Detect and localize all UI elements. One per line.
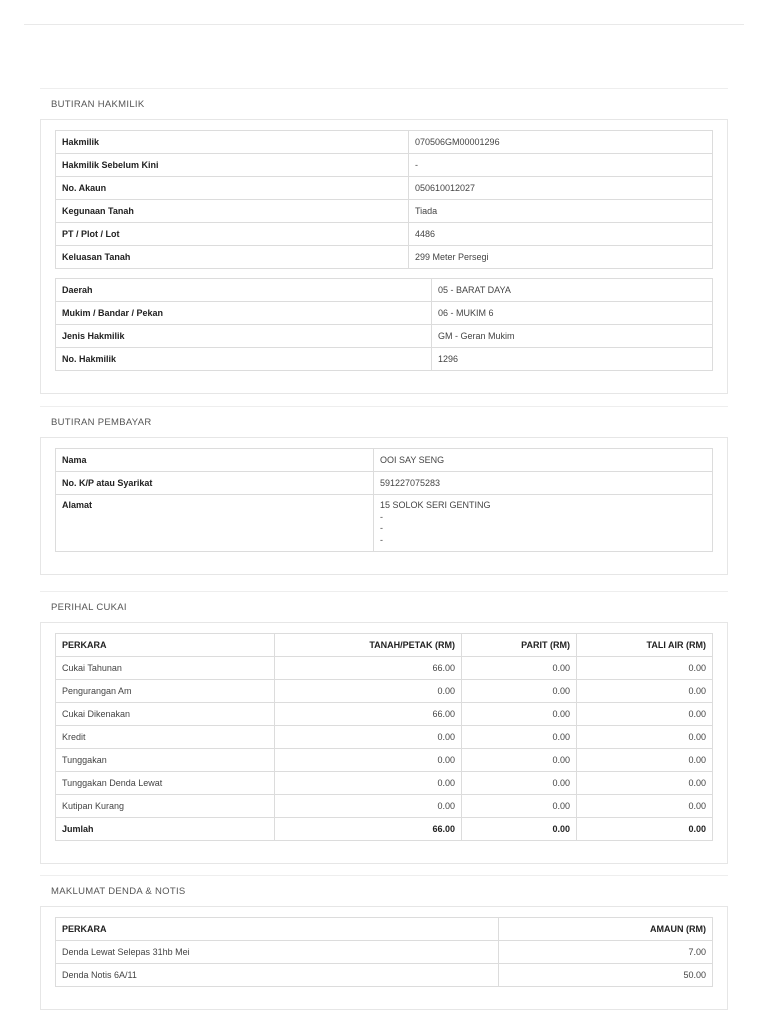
cell-perkara: Kutipan Kurang: [56, 795, 275, 818]
total-parit: 0.00: [462, 818, 577, 841]
table-row: [56, 177, 713, 200]
row-label: Mukim / Bandar / Pekan: [56, 302, 432, 325]
table-row: [56, 200, 713, 223]
col-header-perkara: PERKARA: [56, 634, 275, 657]
total-tali-air: 0.00: [577, 818, 713, 841]
row-label: Alamat: [56, 495, 374, 552]
row-label: Keluasan Tanah: [56, 246, 409, 269]
table-header-row: [56, 918, 713, 941]
cell-parit: 0.00: [462, 680, 577, 703]
cell-perkara: Tunggakan Denda Lewat: [56, 772, 275, 795]
cell-perkara: Pengurangan Am: [56, 680, 275, 703]
section-body: [40, 119, 728, 394]
table-row: [56, 154, 713, 177]
row-value: 050610012027: [409, 177, 713, 200]
cell-parit: 0.00: [462, 795, 577, 818]
table-row: [56, 449, 713, 472]
table-row: [56, 246, 713, 269]
row-value: OOI SAY SENG: [374, 449, 713, 472]
row-label: Hakmilik: [56, 131, 409, 154]
row-label: Hakmilik Sebelum Kini: [56, 154, 409, 177]
table-row: [56, 795, 713, 818]
section-maklumat-denda: [40, 875, 728, 1010]
total-label: Jumlah: [56, 818, 275, 841]
row-value: 05 - BARAT DAYA: [432, 279, 713, 302]
cell-tali-air: 0.00: [577, 772, 713, 795]
cell-parit: 0.00: [462, 772, 577, 795]
cell-tali-air: 0.00: [577, 703, 713, 726]
total-row: [56, 818, 713, 841]
table-header-row: [56, 634, 713, 657]
total-tanah: 66.00: [275, 818, 462, 841]
cell-tali-air: 0.00: [577, 680, 713, 703]
cell-tanah: 66.00: [275, 703, 462, 726]
section-butiran-pembayar: [40, 406, 728, 575]
table-row: [56, 131, 713, 154]
table-row: [56, 325, 713, 348]
cell-tanah: 66.00: [275, 657, 462, 680]
row-label: Kegunaan Tanah: [56, 200, 409, 223]
section-title: BUTIRAN PEMBAYAR: [40, 406, 728, 437]
cell-perkara: Denda Lewat Selepas 31hb Mei: [56, 941, 499, 964]
table-row: [56, 472, 713, 495]
cell-perkara: Cukai Tahunan: [56, 657, 275, 680]
cell-tali-air: 0.00: [577, 795, 713, 818]
cell-perkara: Tunggakan: [56, 749, 275, 772]
cell-amaun: 50.00: [499, 964, 713, 987]
cell-perkara: Denda Notis 6A/11: [56, 964, 499, 987]
row-value: 06 - MUKIM 6: [432, 302, 713, 325]
table-row: [56, 279, 713, 302]
cell-tanah: 0.00: [275, 795, 462, 818]
cell-amaun: 7.00: [499, 941, 713, 964]
table-row: [56, 772, 713, 795]
section-title: PERIHAL CUKAI: [40, 591, 728, 622]
cell-parit: 0.00: [462, 657, 577, 680]
cell-perkara: Cukai Dikenakan: [56, 703, 275, 726]
table-row: [56, 495, 713, 552]
row-value: 299 Meter Persegi: [409, 246, 713, 269]
table-row: [56, 964, 713, 987]
row-label: No. Akaun: [56, 177, 409, 200]
table-row: [56, 223, 713, 246]
cell-tanah: 0.00: [275, 680, 462, 703]
cell-perkara: Kredit: [56, 726, 275, 749]
section-body: [40, 437, 728, 575]
col-header-tanah: TANAH/PETAK (RM): [275, 634, 462, 657]
row-label: Jenis Hakmilik: [56, 325, 432, 348]
cell-parit: 0.00: [462, 726, 577, 749]
row-label: No. K/P atau Syarikat: [56, 472, 374, 495]
col-header-perkara: PERKARA: [56, 918, 499, 941]
row-label: Nama: [56, 449, 374, 472]
section-perihal-cukai: [40, 591, 728, 864]
table-row: [56, 703, 713, 726]
row-value: 1296: [432, 348, 713, 371]
col-header-tali-air: TALI AIR (RM): [577, 634, 713, 657]
hakmilik-table: [55, 130, 713, 269]
row-value: 4486: [409, 223, 713, 246]
table-row: [56, 302, 713, 325]
address-value: [374, 495, 713, 552]
cell-parit: 0.00: [462, 749, 577, 772]
col-header-parit: PARIT (RM): [462, 634, 577, 657]
pembayar-table: [55, 448, 713, 552]
address-line: -: [380, 534, 383, 545]
section-title: BUTIRAN HAKMILIK: [40, 88, 728, 119]
cell-parit: 0.00: [462, 703, 577, 726]
cell-tali-air: 0.00: [577, 657, 713, 680]
table-row: [56, 941, 713, 964]
cell-tali-air: 0.00: [577, 749, 713, 772]
table-row: [56, 749, 713, 772]
cell-tali-air: 0.00: [577, 726, 713, 749]
cell-tanah: 0.00: [275, 749, 462, 772]
row-value: GM - Geran Mukim: [432, 325, 713, 348]
address-line: -: [380, 511, 383, 522]
table-row: [56, 726, 713, 749]
cell-tanah: 0.00: [275, 726, 462, 749]
section-body: [40, 622, 728, 864]
section-butiran-hakmilik: [40, 88, 728, 394]
denda-table: [55, 917, 713, 987]
row-label: Daerah: [56, 279, 432, 302]
row-value: -: [409, 154, 713, 177]
row-value: 591227075283: [374, 472, 713, 495]
table-row: [56, 680, 713, 703]
lokasi-table: [55, 278, 713, 371]
row-label: No. Hakmilik: [56, 348, 432, 371]
address-line: -: [380, 523, 383, 533]
row-label: PT / Plot / Lot: [56, 223, 409, 246]
section-title: MAKLUMAT DENDA & NOTIS: [40, 875, 728, 906]
row-value: 070506GM00001296: [409, 131, 713, 154]
cell-tanah: 0.00: [275, 772, 462, 795]
section-body: [40, 906, 728, 1010]
row-value: Tiada: [409, 200, 713, 223]
col-header-amaun: AMAUN (RM): [499, 918, 713, 941]
table-row: [56, 348, 713, 371]
top-divider: [24, 24, 744, 25]
address-line: 15 SOLOK SERI GENTING: [380, 500, 491, 510]
table-row: [56, 657, 713, 680]
cukai-table: [55, 633, 713, 841]
